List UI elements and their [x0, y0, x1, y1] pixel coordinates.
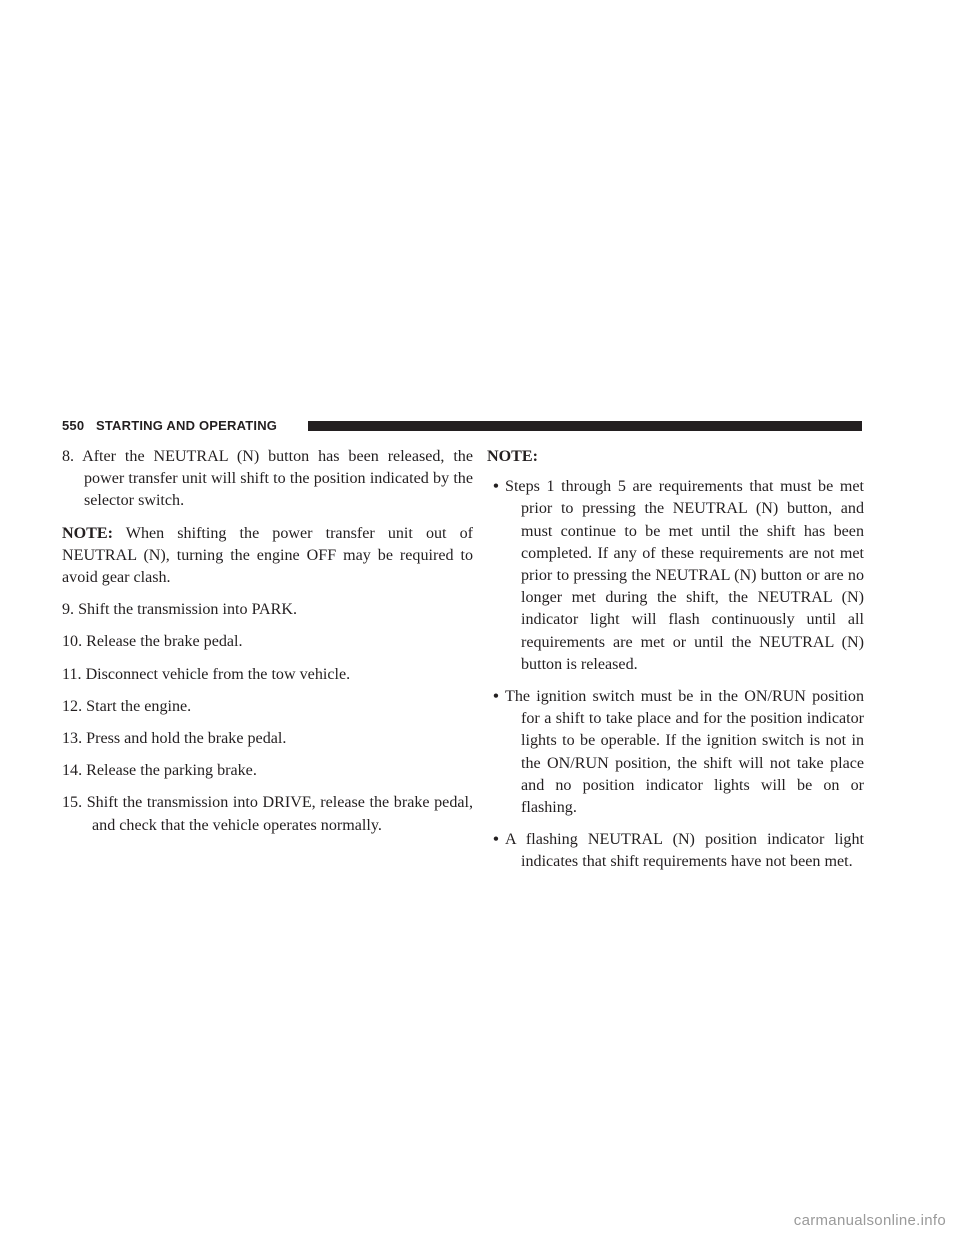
step-11: 11. Disconnect vehicle from the tow vehicle. [62, 665, 351, 683]
step-number: 9. [62, 601, 75, 619]
step-number: 15. [62, 794, 83, 812]
step-9: 9. Shift the transmission into PARK. [62, 601, 298, 619]
left-column [62, 446, 473, 847]
step-number: 11. [62, 665, 82, 683]
step-number: 10. [62, 633, 83, 651]
step-number: 14. [62, 762, 83, 780]
bullet-text: A flashing NEUTRAL (N) position indicator light indicates that shift requirements have not been met. [505, 831, 864, 871]
note-bullet-3 [487, 829, 864, 873]
step-14: 14. Release the parking brake. [62, 762, 257, 780]
right-column [487, 446, 864, 884]
bullet-text: The ignition switch must be in the ON/RUN position for a shift to take place and for the position indicator lights to be operable. If the ignition switch is not in the ON/RUN position, the shift will not take place and no position indicator lights will be on or flashing. [505, 688, 864, 817]
bullet-dot-icon: • [493, 688, 499, 706]
bullet-text: Steps 1 through 5 are requirements that must be met prior to pressing the NEUTRAL (N) button, and must continue to be met until the shift has been completed. If any of these requirements are not met prior to pressing the NEUTRAL (N) button or are no longer met during the shift, the NEUTRAL (N) indicator light will flash continuously until all requirements are met or until the NEUTRAL (N) button is released. [505, 478, 864, 673]
page-number: 550 [62, 418, 85, 433]
header-rule [308, 421, 862, 431]
note-text: When shifting the power transfer unit out of NEUTRAL (N), turning the engine OFF may be required to avoid gear clash. [62, 524, 473, 587]
step-number: 8. [62, 448, 75, 465]
bullet-dot-icon: • [493, 478, 499, 496]
note-bullet-2 [487, 686, 864, 819]
watermark: carmanualsonline.info [793, 1212, 946, 1229]
step-10: 10. Release the brake pedal. [62, 633, 243, 651]
note-label: NOTE: [62, 524, 113, 542]
bullet-dot-icon: • [493, 831, 499, 849]
note-heading: NOTE: [487, 448, 538, 465]
step-15: 15. Shift the transmission into DRIVE, release the brake pedal, and check that the vehicle operates normally. [62, 794, 474, 834]
note-paragraph [62, 523, 473, 590]
step-8-text: 8. After the NEUTRAL (N) button has been released, the power transfer unit will shift to the position indicated by the selector switch. [62, 448, 473, 510]
page-header [62, 416, 862, 438]
note-bullet-1 [487, 476, 864, 676]
section-title: STARTING AND OPERATING [96, 418, 278, 433]
step-8 [62, 446, 473, 513]
step-12: 12. Start the engine. [62, 697, 192, 715]
step-number: 13. [62, 730, 83, 748]
step-13: 13. Press and hold the brake pedal. [62, 730, 287, 748]
step-number: 12. [62, 697, 83, 715]
